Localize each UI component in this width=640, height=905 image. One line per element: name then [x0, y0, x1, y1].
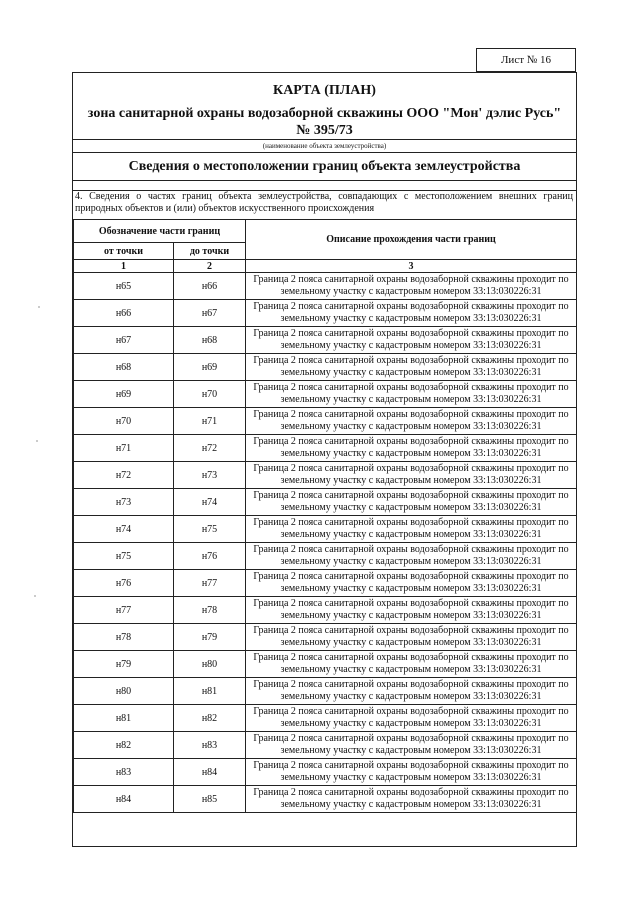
from-point: н82	[74, 732, 174, 759]
table-row	[74, 489, 577, 516]
boundary-description: Граница 2 пояса санитарной охраны водозаборной скважины проходит по земельному участку с кадастровым номером 33:13:030226:31	[246, 408, 577, 435]
table-row	[74, 273, 577, 300]
to-point: н74	[174, 489, 246, 516]
table-row	[74, 786, 577, 813]
table-row	[74, 408, 577, 435]
table-row	[74, 327, 577, 354]
boundary-description: Граница 2 пояса санитарной охраны водозаборной скважины проходит по земельному участку с кадастровым номером 33:13:030226:31	[246, 273, 577, 300]
scan-speck	[34, 595, 36, 597]
boundary-description: Граница 2 пояса санитарной охраны водозаборной скважины проходит по земельному участку с кадастровым номером 33:13:030226:31	[246, 786, 577, 813]
boundary-description: Граница 2 пояса санитарной охраны водозаборной скважины проходит по земельному участку с кадастровым номером 33:13:030226:31	[246, 759, 577, 786]
to-point: н81	[174, 678, 246, 705]
from-point: н74	[74, 516, 174, 543]
to-point: н67	[174, 300, 246, 327]
boundary-description: Граница 2 пояса санитарной охраны водозаборной скважины проходит по земельному участку с кадастровым номером 33:13:030226:31	[246, 597, 577, 624]
boundary-description: Граница 2 пояса санитарной охраны водозаборной скважины проходит по земельному участку с кадастровым номером 33:13:030226:31	[246, 678, 577, 705]
to-point: н80	[174, 651, 246, 678]
boundary-description: Граница 2 пояса санитарной охраны водозаборной скважины проходит по земельному участку с кадастровым номером 33:13:030226:31	[246, 354, 577, 381]
to-point: н82	[174, 705, 246, 732]
boundary-description: Граница 2 пояса санитарной охраны водозаборной скважины проходит по земельному участку с кадастровым номером 33:13:030226:31	[246, 705, 577, 732]
document-subtitle: зона санитарной охраны водозаборной скважины ООО "Мон' дэлис Русь" № 395/73	[87, 106, 562, 138]
to-point: н66	[174, 273, 246, 300]
from-point: н76	[74, 570, 174, 597]
table-row	[74, 516, 577, 543]
scan-speck	[36, 440, 38, 442]
from-point: н73	[74, 489, 174, 516]
table-row	[74, 597, 577, 624]
boundary-description: Граница 2 пояса санитарной охраны водозаборной скважины проходит по земельному участку с кадастровым номером 33:13:030226:31	[246, 300, 577, 327]
to-point: н76	[174, 543, 246, 570]
table-row	[74, 300, 577, 327]
column-number: 2	[174, 260, 246, 273]
to-point: н73	[174, 462, 246, 489]
from-point: н68	[74, 354, 174, 381]
from-point: н69	[74, 381, 174, 408]
table-body	[74, 273, 577, 813]
header-from: от точки	[74, 243, 174, 260]
header-to: до точки	[174, 243, 246, 260]
sheet-number: Лист № 16	[476, 48, 576, 72]
document-frame	[72, 72, 577, 847]
subtitle-caption: (наименование объекта землеустройства)	[73, 139, 576, 152]
table-row	[74, 570, 577, 597]
boundary-description: Граница 2 пояса санитарной охраны водозаборной скважины проходит по земельному участку с кадастровым номером 33:13:030226:31	[246, 381, 577, 408]
table-row	[74, 732, 577, 759]
column-number: 1	[74, 260, 174, 273]
to-point: н68	[174, 327, 246, 354]
boundary-table	[73, 219, 577, 813]
to-point: н79	[174, 624, 246, 651]
to-point: н77	[174, 570, 246, 597]
boundary-description: Граница 2 пояса санитарной охраны водозаборной скважины проходит по земельному участку с кадастровым номером 33:13:030226:31	[246, 543, 577, 570]
boundary-description: Граница 2 пояса санитарной охраны водозаборной скважины проходит по земельному участку с кадастровым номером 33:13:030226:31	[246, 624, 577, 651]
to-point: н85	[174, 786, 246, 813]
from-point: н78	[74, 624, 174, 651]
to-point: н83	[174, 732, 246, 759]
boundary-description: Граница 2 пояса санитарной охраны водозаборной скважины проходит по земельному участку с кадастровым номером 33:13:030226:31	[246, 327, 577, 354]
table-row	[74, 381, 577, 408]
boundary-description: Граница 2 пояса санитарной охраны водозаборной скважины проходит по земельному участку с кадастровым номером 33:13:030226:31	[246, 570, 577, 597]
table-row	[74, 462, 577, 489]
boundary-description: Граница 2 пояса санитарной охраны водозаборной скважины проходит по земельному участку с кадастровым номером 33:13:030226:31	[246, 435, 577, 462]
table-row	[74, 678, 577, 705]
to-point: н75	[174, 516, 246, 543]
header-group: Обозначение части границ	[74, 220, 246, 243]
section-description: 4. Сведения о частях границ объекта землеустройства, совпадающих с местоположением внешних границ природных объектов и (или) объектов искусственного происхождения	[75, 191, 573, 214]
to-point: н70	[174, 381, 246, 408]
section-title: Сведения о местоположении границ объекта землеустройства	[73, 153, 576, 181]
to-point: н69	[174, 354, 246, 381]
from-point: н65	[74, 273, 174, 300]
from-point: н80	[74, 678, 174, 705]
boundary-description: Граница 2 пояса санитарной охраны водозаборной скважины проходит по земельному участку с кадастровым номером 33:13:030226:31	[246, 489, 577, 516]
from-point: н66	[74, 300, 174, 327]
boundary-description: Граница 2 пояса санитарной охраны водозаборной скважины проходит по земельному участку с кадастровым номером 33:13:030226:31	[246, 732, 577, 759]
from-point: н75	[74, 543, 174, 570]
table-row	[74, 651, 577, 678]
table-row	[74, 354, 577, 381]
scan-speck	[38, 306, 40, 308]
table-row	[74, 543, 577, 570]
from-point: н71	[74, 435, 174, 462]
from-point: н72	[74, 462, 174, 489]
to-point: н71	[174, 408, 246, 435]
boundary-description: Граница 2 пояса санитарной охраны водозаборной скважины проходит по земельному участку с кадастровым номером 33:13:030226:31	[246, 462, 577, 489]
to-point: н84	[174, 759, 246, 786]
column-number: 3	[246, 260, 577, 273]
table-row	[74, 435, 577, 462]
from-point: н83	[74, 759, 174, 786]
title-block	[73, 73, 576, 153]
table-row	[74, 759, 577, 786]
boundary-description: Граница 2 пояса санитарной охраны водозаборной скважины проходит по земельному участку с кадастровым номером 33:13:030226:31	[246, 651, 577, 678]
from-point: н70	[74, 408, 174, 435]
table-row	[74, 624, 577, 651]
boundary-description: Граница 2 пояса санитарной охраны водозаборной скважины проходит по земельному участку с кадастровым номером 33:13:030226:31	[246, 516, 577, 543]
section-divider	[73, 181, 576, 191]
to-point: н78	[174, 597, 246, 624]
from-point: н77	[74, 597, 174, 624]
from-point: н84	[74, 786, 174, 813]
document-title: КАРТА (ПЛАН)	[273, 83, 376, 98]
header-description: Описание прохождения части границ	[246, 220, 577, 260]
to-point: н72	[174, 435, 246, 462]
from-point: н79	[74, 651, 174, 678]
from-point: н81	[74, 705, 174, 732]
table-row	[74, 705, 577, 732]
from-point: н67	[74, 327, 174, 354]
